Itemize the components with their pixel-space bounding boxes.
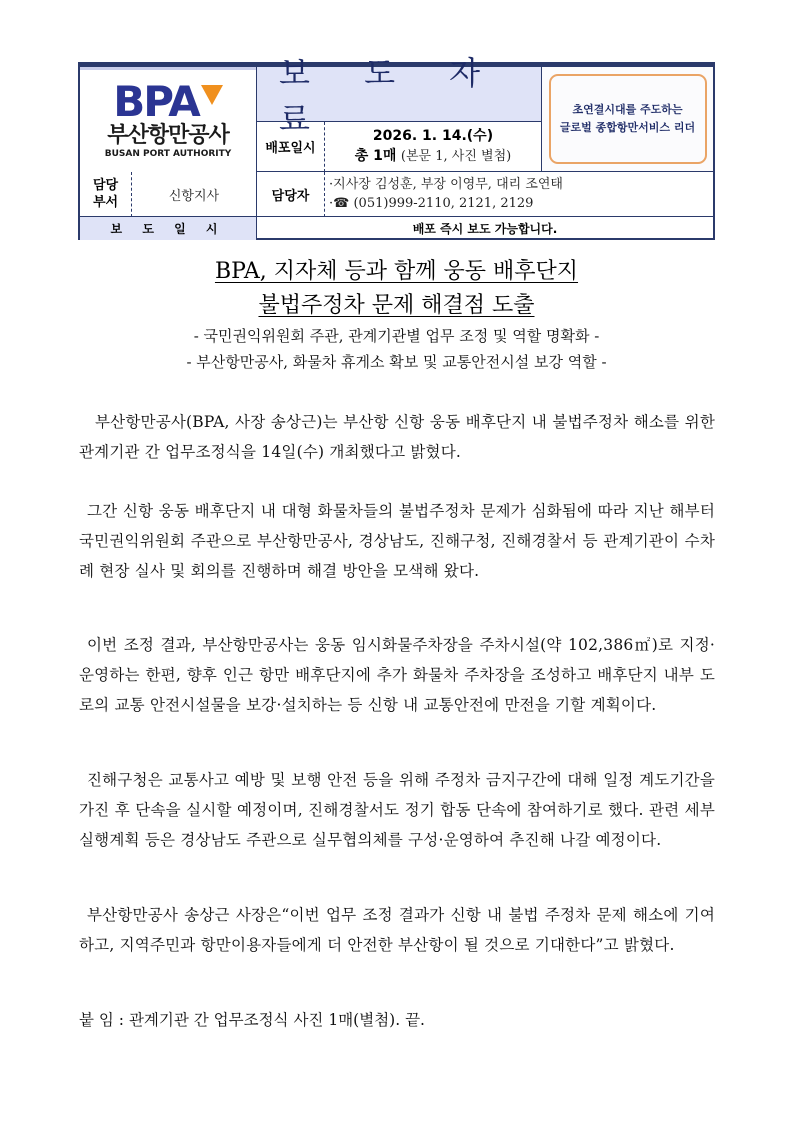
department-label xyxy=(80,172,132,217)
distribution-label: 배포일시 xyxy=(257,122,325,172)
slogan-box xyxy=(549,74,707,164)
contact-phone-row: ·☎ (051)999-2110, 2121, 2129 xyxy=(329,196,534,211)
phone-icon: ☎ xyxy=(333,196,350,211)
page-count-total: 총 1매 xyxy=(354,148,397,164)
department-label-line-1: 담당 xyxy=(92,178,119,193)
subtitle-1: - 국민권익위원회 주관, 관계기관별 업무 조정 및 역할 명확화 - xyxy=(193,327,600,345)
release-time-value: 배포 즉시 보도 가능합니다. xyxy=(412,222,558,236)
body-paragraph-4: 진해구청은 교통사고 예방 및 보행 안전 등을 위해 주정차 금지구간에 대해 일정 계도기간을 가진 후 단속을 실시할 예정이며, 진해경찰서도 정기 합동 단속에 참여하기로 했다. 관련 세부 실행계획 등은 경상남도 주관으로 실무협의체를 구성·운영하여 추진해 나갈 예정이다. xyxy=(79,771,715,849)
page-count-detail: (본문 1, 사진 별첨) xyxy=(400,149,512,164)
body-paragraph-5: 부산항만공사 송상근 사장은“이번 업무 조정 결과가 신항 내 불법 주정차 문제 해소에 기여하고, 지역주민과 항만이용자들에게 더 안전한 부산항이 될 것으로 기대한다”고 밝혔다. xyxy=(79,906,715,954)
page-count xyxy=(355,146,511,167)
headline-line-2: 불법주정차 문제 해결점 도출 xyxy=(258,293,535,318)
body-paragraph-2: 그간 신항 웅동 배후단지 내 대형 화물차들의 불법주정차 문제가 심화됨에 따라 지난 해부터 국민권익위원회 주관으로 부산항만공사, 경상남도, 진해구청, 진해경찰서 등 관계기관이 수차례 현장 실사 및 회의를 진행하며 해결 방안을 모색해 왔다. xyxy=(79,502,715,580)
logo-text: BPA xyxy=(113,76,199,126)
department-value: 신항지사 xyxy=(132,172,257,217)
release-time-label: 보 도 일 시 xyxy=(80,217,257,240)
bpa-logo xyxy=(113,76,222,126)
headline-line-1: BPA, 지자체 등과 함께 웅동 배후단지 xyxy=(214,259,579,284)
department-label-line-2: 부서 xyxy=(92,195,119,210)
press-release-header-table xyxy=(78,54,715,240)
document-title: 보 도 자 료 xyxy=(279,54,503,138)
contact-label: 담당자 xyxy=(257,172,325,217)
attachment-note: 붙 임 : 관계기관 간 업무조정식 사진 1매(별첨). 끝. xyxy=(79,1011,425,1029)
logo-korean-name: 부산항만공사 xyxy=(107,122,229,148)
logo-triangle-icon xyxy=(201,85,223,105)
slogan-line-1: 초연결시대를 주도하는 xyxy=(572,103,683,116)
slogan-line-2: 글로벌 종합항만서비스 리더 xyxy=(559,121,696,134)
body-paragraph-1: 부산항만공사(BPA, 사장 송상근)는 부산항 신항 웅동 배후단지 내 불법주정차 해소를 위한 관계기관 간 업무조정식을 14일(수) 개최했다고 밝혔다. xyxy=(79,413,715,461)
contact-phone: (051)999-2110, 2121, 2129 xyxy=(353,196,534,211)
logo-cell xyxy=(80,67,257,172)
slogan-cell xyxy=(542,67,713,172)
distribution-date: 2026. 1. 14.(수) xyxy=(372,128,494,144)
contact-value xyxy=(325,172,713,217)
distribution-value xyxy=(325,122,542,172)
logo-english-name: BUSAN PORT AUTHORITY xyxy=(104,148,232,159)
contact-persons: ·지사장 김성훈, 부장 이영무, 대리 조연태 xyxy=(329,177,563,192)
subtitle-2: - 부산항만공사, 화물차 휴게소 확보 및 교통안전시설 보강 역할 - xyxy=(186,353,607,371)
body-paragraph-3: 이번 조정 결과, 부산항만공사는 웅동 임시화물주차장을 주차시설(약 102,386㎡)로 지정·운영하는 한편, 향후 인근 항만 배후단지에 추가 화물차 주차장을 조성하고 배후단지 내부 도로의 교통 안전시설물을 보강·설치하는 등 신항 내 교통안전에 만전을 기할 계획이다. xyxy=(79,636,715,714)
